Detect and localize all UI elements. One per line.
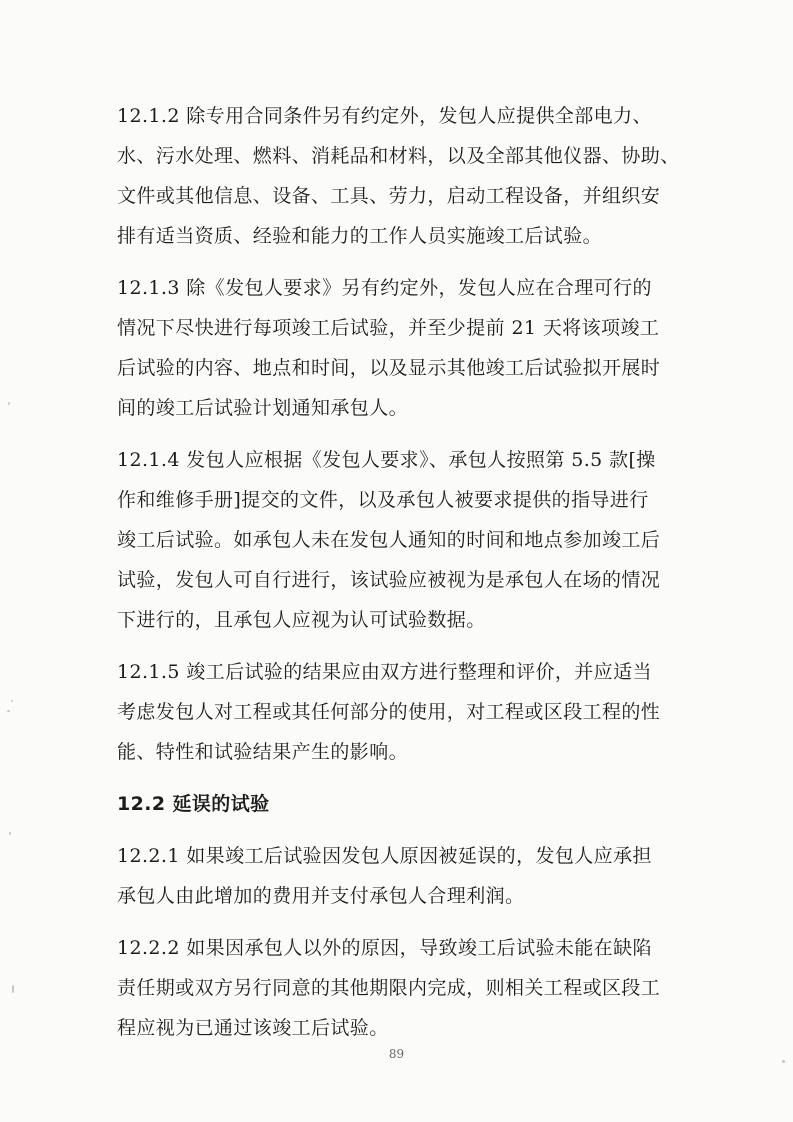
text-line: 间的竣工后试验计划通知承包人。 bbox=[117, 397, 409, 419]
text-line: 后试验的内容、地点和时间，以及显示其他竣工后试验拟开展时 bbox=[117, 357, 661, 379]
text-line: 水、污水处理、燃料、消耗品和材料，以及全部其他仪器、协助、 bbox=[117, 145, 680, 167]
clause-12-1-5 bbox=[117, 652, 687, 772]
scan-speck bbox=[11, 700, 13, 702]
text-line: 文件或其他信息、设备、工具、劳力，启动工程设备，并组织安 bbox=[117, 185, 661, 207]
text-line: 排有适当资质、经验和能力的工作人员实施竣工后试验。 bbox=[117, 225, 603, 247]
scan-speck bbox=[7, 710, 10, 712]
text-line: 情况下尽快进行每项竣工后试验，并至少提前 21 天将该项竣工 bbox=[117, 317, 660, 339]
text-line: 作和维修手册]提交的文件，以及承包人被要求提供的指导进行 bbox=[117, 489, 649, 511]
text-line: 12.2.1 如果竣工后试验因发包人原因被延误的，发包人应承担 bbox=[117, 845, 652, 867]
text-line: 承包人由此增加的费用并支付承包人合理利润。 bbox=[117, 885, 525, 907]
clause-12-2-1 bbox=[117, 836, 687, 916]
clause-12-1-4 bbox=[117, 440, 687, 640]
scan-speck bbox=[12, 985, 14, 993]
scan-speck bbox=[9, 832, 11, 835]
text-line: 程应视为已通过该竣工后试验。 bbox=[117, 1017, 389, 1039]
text-line: 考虑发包人对工程或其任何部分的使用，对工程或区段工程的性 bbox=[117, 701, 661, 723]
document-body bbox=[117, 96, 687, 1060]
scan-speck bbox=[8, 402, 10, 405]
text-line: 责任期或双方另行同意的其他期限内完成，则相关工程或区段工 bbox=[117, 977, 661, 999]
text-line: 试验，发包人可自行进行，该试验应被视为是承包人在场的情况 bbox=[117, 569, 661, 591]
clause-12-1-2 bbox=[117, 96, 687, 256]
text-line: 竣工后试验。如承包人未在发包人通知的时间和地点参加竣工后 bbox=[117, 529, 661, 551]
text-line: 12.1.5 竣工后试验的结果应由双方进行整理和评价，并应适当 bbox=[117, 661, 652, 683]
section-heading-12-2: 12.2 延误的试验 bbox=[117, 793, 270, 815]
clause-12-2-2 bbox=[117, 928, 687, 1048]
text-line: 能、特性和试验结果产生的影响。 bbox=[117, 741, 409, 763]
text-line: 12.1.4 发包人应根据《发包人要求》、承包人按照第 5.5 款[操 bbox=[117, 449, 656, 471]
page-number: 89 bbox=[388, 1047, 405, 1061]
text-line: 12.2.2 如果因承包人以外的原因，导致竣工后试验未能在缺陷 bbox=[117, 937, 652, 959]
clause-12-1-3 bbox=[117, 268, 687, 428]
text-line: 12.1.2 除专用合同条件另有约定外，发包人应提供全部电力、 bbox=[117, 105, 652, 127]
text-line: 12.1.3 除《发包人要求》另有约定外，发包人应在合理可行的 bbox=[117, 277, 652, 299]
text-line: 下进行的，且承包人应视为认可试验数据。 bbox=[117, 609, 486, 631]
